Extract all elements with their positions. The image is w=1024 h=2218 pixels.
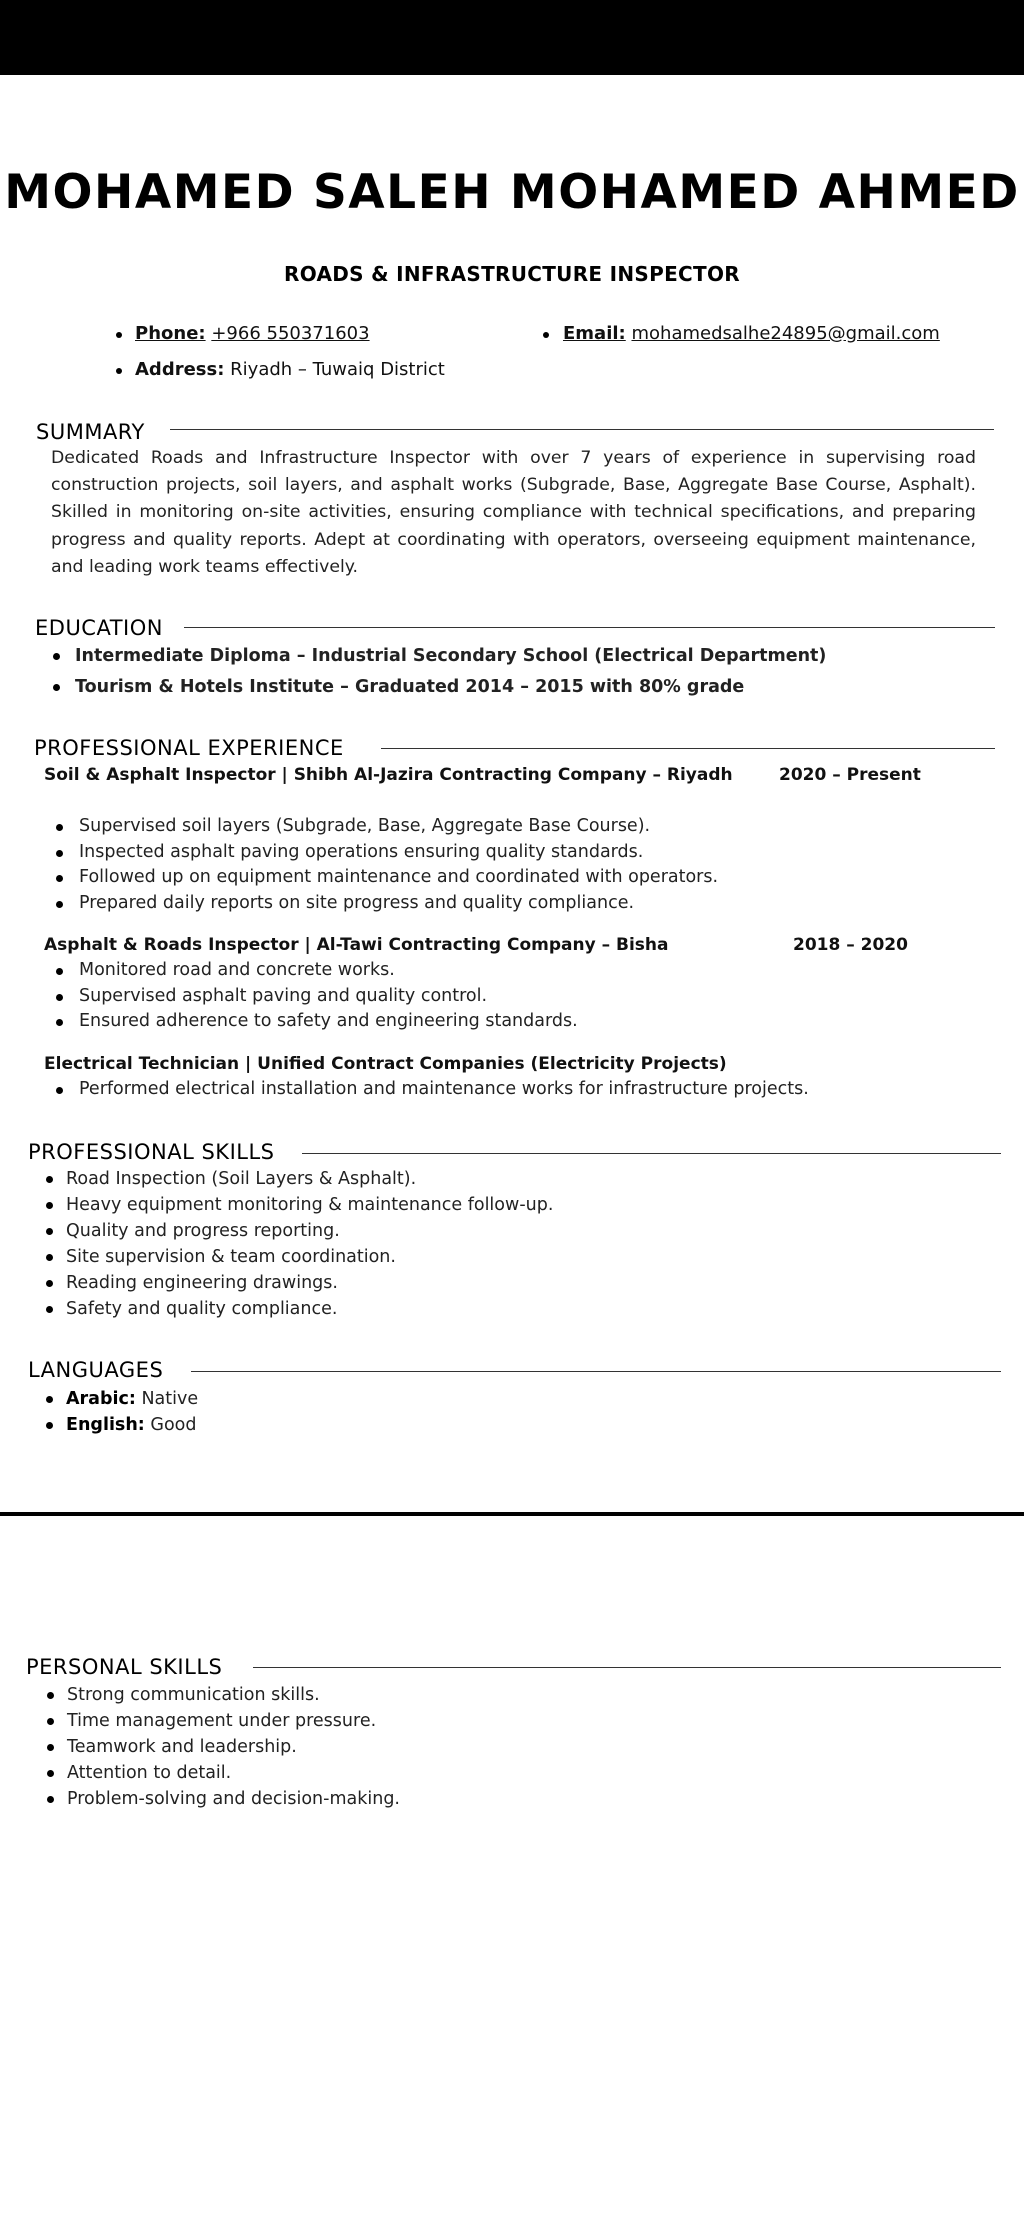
list-item: Site supervision & team coordination.: [66, 1244, 553, 1270]
contact-address: [135, 359, 445, 380]
list-item: Inspected asphalt paving operations ensuring quality standards.: [79, 840, 718, 866]
education-list: [75, 641, 826, 703]
list-item: Safety and quality compliance.: [66, 1296, 553, 1322]
bullet-icon: [116, 368, 122, 374]
list-item: Supervised soil layers (Subgrade, Base, Aggregate Base Course).: [79, 814, 718, 840]
job-1-bullets: [79, 814, 718, 916]
section-divider: [184, 627, 995, 628]
job-1-dates: 2020 – Present: [779, 765, 921, 785]
job-2-dates: 2018 – 2020: [793, 935, 908, 955]
list-item: Prepared daily reports on site progress and quality compliance.: [79, 891, 718, 917]
list-item: Teamwork and leadership.: [67, 1734, 400, 1760]
education-item: Tourism & Hotels Institute – Graduated 2014 – 2015 with 80% grade: [75, 672, 826, 703]
job-title: ROADS & INFRASTRUCTURE INSPECTOR: [284, 262, 740, 286]
language-label: English:: [66, 1415, 145, 1435]
list-item: Reading engineering drawings.: [66, 1270, 553, 1296]
page-break-line: [0, 1512, 1024, 1516]
address-label: Address:: [135, 359, 225, 380]
languages-list: [66, 1386, 198, 1438]
phone-label: Phone:: [135, 323, 206, 344]
job-1-title: Soil & Asphalt Inspector | Shibh Al-Jazira Contracting Company – Riyadh: [44, 765, 733, 785]
section-divider: [191, 1371, 1001, 1372]
section-heading-languages: LANGUAGES: [28, 1358, 164, 1382]
summary-text: Dedicated Roads and Infrastructure Inspector with over 7 years of experience in supervising road construction projects, soil layers, and asphalt works (Subgrade, Base, Aggregate Base Course, Asphalt). Skilled in monitoring on-site activities, ensuring compliance with technical specifications, and preparing progress and quality reports. Adept at coordinating with operators, overseeing equipment maintenance, and leading work teams effectively.: [51, 448, 976, 577]
language-item: [66, 1412, 198, 1438]
section-heading-personal-skills: PERSONAL SKILLS: [26, 1655, 223, 1679]
section-divider: [170, 429, 994, 430]
job-2-title: Asphalt & Roads Inspector | Al-Tawi Contracting Company – Bisha: [44, 935, 669, 955]
language-level: Native: [141, 1389, 199, 1409]
phone-value[interactable]: +966 550371603: [211, 323, 370, 344]
contact-email[interactable]: [563, 323, 940, 344]
section-heading-professional-skills: PROFESSIONAL SKILLS: [28, 1140, 275, 1164]
list-item: Quality and progress reporting.: [66, 1218, 553, 1244]
contact-phone[interactable]: [135, 323, 370, 344]
list-item: Followed up on equipment maintenance and coordinated with operators.: [79, 865, 718, 891]
section-heading-education: EDUCATION: [35, 616, 163, 640]
education-item: Intermediate Diploma – Industrial Secondary School (Electrical Department): [75, 641, 826, 672]
list-item: Supervised asphalt paving and quality control.: [79, 984, 578, 1010]
personal-skills-list: [67, 1682, 400, 1812]
section-heading-summary: SUMMARY: [36, 420, 145, 444]
email-value[interactable]: mohamedsalhe24895@gmail.com: [631, 323, 940, 344]
candidate-name: MOHAMED SALEH MOHAMED AHMED: [4, 165, 1020, 220]
list-item: Road Inspection (Soil Layers & Asphalt).: [66, 1166, 553, 1192]
address-value: Riyadh – Tuwaiq District: [230, 359, 445, 380]
job-2-bullets: [79, 958, 578, 1035]
language-label: Arabic:: [66, 1389, 136, 1409]
list-item: Monitored road and concrete works.: [79, 958, 578, 984]
list-item: Performed electrical installation and maintenance works for infrastructure projects.: [79, 1077, 809, 1103]
email-label: Email:: [563, 323, 626, 344]
list-item: Ensured adherence to safety and engineering standards.: [79, 1009, 578, 1035]
language-level: Good: [150, 1415, 197, 1435]
section-divider: [381, 748, 995, 749]
professional-skills-list: [66, 1166, 553, 1322]
job-3-title: Electrical Technician | Unified Contract Companies (Electricity Projects): [44, 1054, 727, 1074]
list-item: Strong communication skills.: [67, 1682, 400, 1708]
bullet-icon: [116, 332, 122, 338]
top-black-bar: [0, 0, 1024, 75]
section-divider: [302, 1153, 1001, 1154]
list-item: Time management under pressure.: [67, 1708, 400, 1734]
job-3-bullets: [79, 1077, 809, 1103]
bullet-icon: [543, 332, 549, 338]
list-item: Heavy equipment monitoring & maintenance follow-up.: [66, 1192, 553, 1218]
section-heading-experience: PROFESSIONAL EXPERIENCE: [34, 736, 344, 760]
list-item: Attention to detail.: [67, 1760, 400, 1786]
language-item: [66, 1386, 198, 1412]
list-item: Problem-solving and decision-making.: [67, 1786, 400, 1812]
section-divider: [253, 1667, 1001, 1668]
